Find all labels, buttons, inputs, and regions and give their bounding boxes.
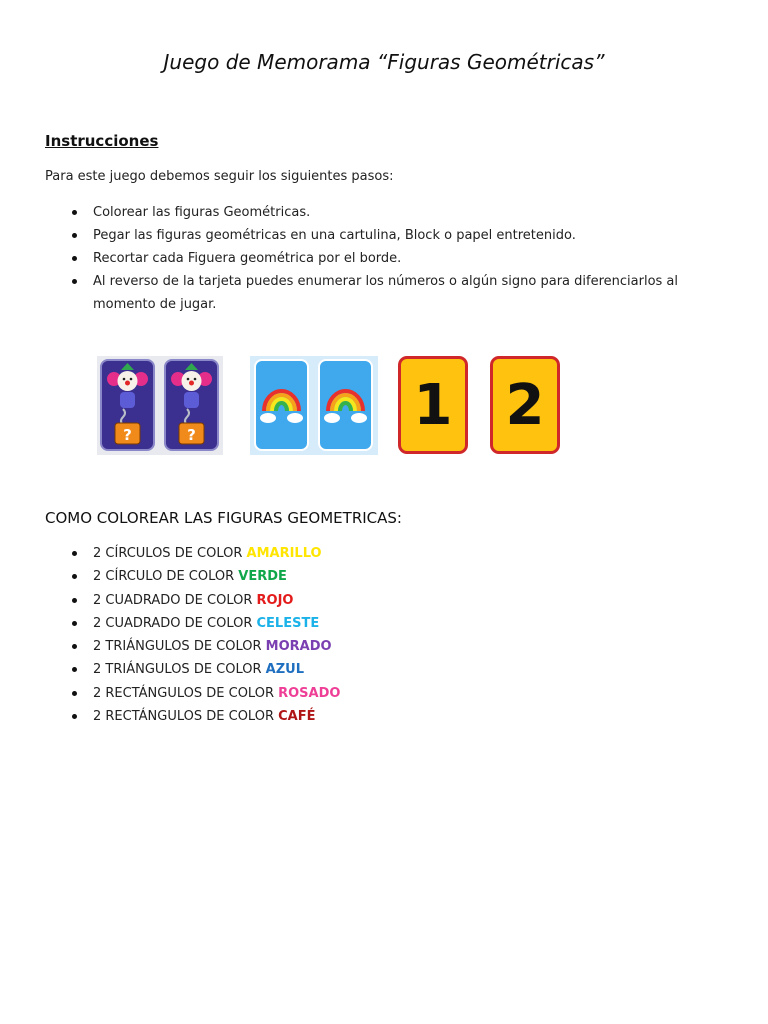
color-item xyxy=(45,542,735,565)
color-item xyxy=(45,612,735,635)
step-item: Al reverso de la tarjeta puedes enumerar los números o algún signo para diferenciarlos al momento de jugar. xyxy=(45,270,735,316)
color-item xyxy=(45,682,735,705)
color-item xyxy=(45,705,735,728)
clown-icon xyxy=(166,361,217,449)
clown-card-pair xyxy=(97,356,223,455)
clown-card xyxy=(164,359,219,451)
coloring-heading: COMO COLOREAR LAS FIGURAS GEOMETRICAS: xyxy=(45,509,402,527)
svg-text:?: ? xyxy=(187,426,196,444)
color-item xyxy=(45,658,735,681)
color-item-prefix: 2 CUADRADO DE COLOR xyxy=(93,592,257,608)
rainbow-card-pair xyxy=(250,356,378,455)
clown-icon xyxy=(102,361,153,449)
clown-card xyxy=(100,359,155,451)
rainbow-icon xyxy=(320,361,371,449)
color-item xyxy=(45,589,735,612)
color-item xyxy=(45,635,735,658)
instructions-heading: Instrucciones xyxy=(45,132,159,150)
rainbow-card xyxy=(254,359,309,451)
color-list xyxy=(45,542,735,728)
color-item-prefix: 2 RECTÁNGULOS DE COLOR xyxy=(93,709,279,725)
step-item: Recortar cada Figuera geométrica por el borde. xyxy=(45,247,735,270)
color-word: MORADO xyxy=(265,639,332,655)
intro-text: Para este juego debemos seguir los siguientes pasos: xyxy=(45,169,394,184)
svg-text:?: ? xyxy=(123,426,132,444)
color-item-prefix: 2 RECTÁNGULOS DE COLOR xyxy=(93,685,279,701)
color-word: CAFÉ xyxy=(278,709,316,725)
color-item-prefix: 2 TRIÁNGULOS DE COLOR xyxy=(93,639,266,655)
color-word: ROJO xyxy=(256,592,294,608)
color-word: ROSADO xyxy=(278,685,341,701)
color-item-prefix: 2 CUADRADO DE COLOR xyxy=(93,615,257,631)
color-word: VERDE xyxy=(238,569,287,585)
color-word: AMARILLO xyxy=(246,546,322,561)
page-title: Juego de Memorama “Figuras Geométricas” xyxy=(163,50,605,74)
rainbow-icon xyxy=(256,361,307,449)
color-item-prefix: 2 TRIÁNGULOS DE COLOR xyxy=(93,662,266,678)
number-card-2: 2 xyxy=(490,356,560,454)
steps-list xyxy=(45,201,735,316)
step-item: Pegar las figuras geométricas en una cartulina, Block o papel entretenido. xyxy=(45,224,735,247)
color-item xyxy=(45,565,735,588)
color-word: CELESTE xyxy=(256,615,320,631)
color-word: AZUL xyxy=(265,662,304,678)
number-card-1: 1 xyxy=(398,356,468,454)
rainbow-card xyxy=(318,359,373,451)
color-item-prefix: 2 CÍRCULOS DE COLOR xyxy=(93,546,247,561)
step-item: Colorear las figuras Geométricas. xyxy=(45,201,735,224)
color-item-prefix: 2 CÍRCULO DE COLOR xyxy=(93,569,239,585)
